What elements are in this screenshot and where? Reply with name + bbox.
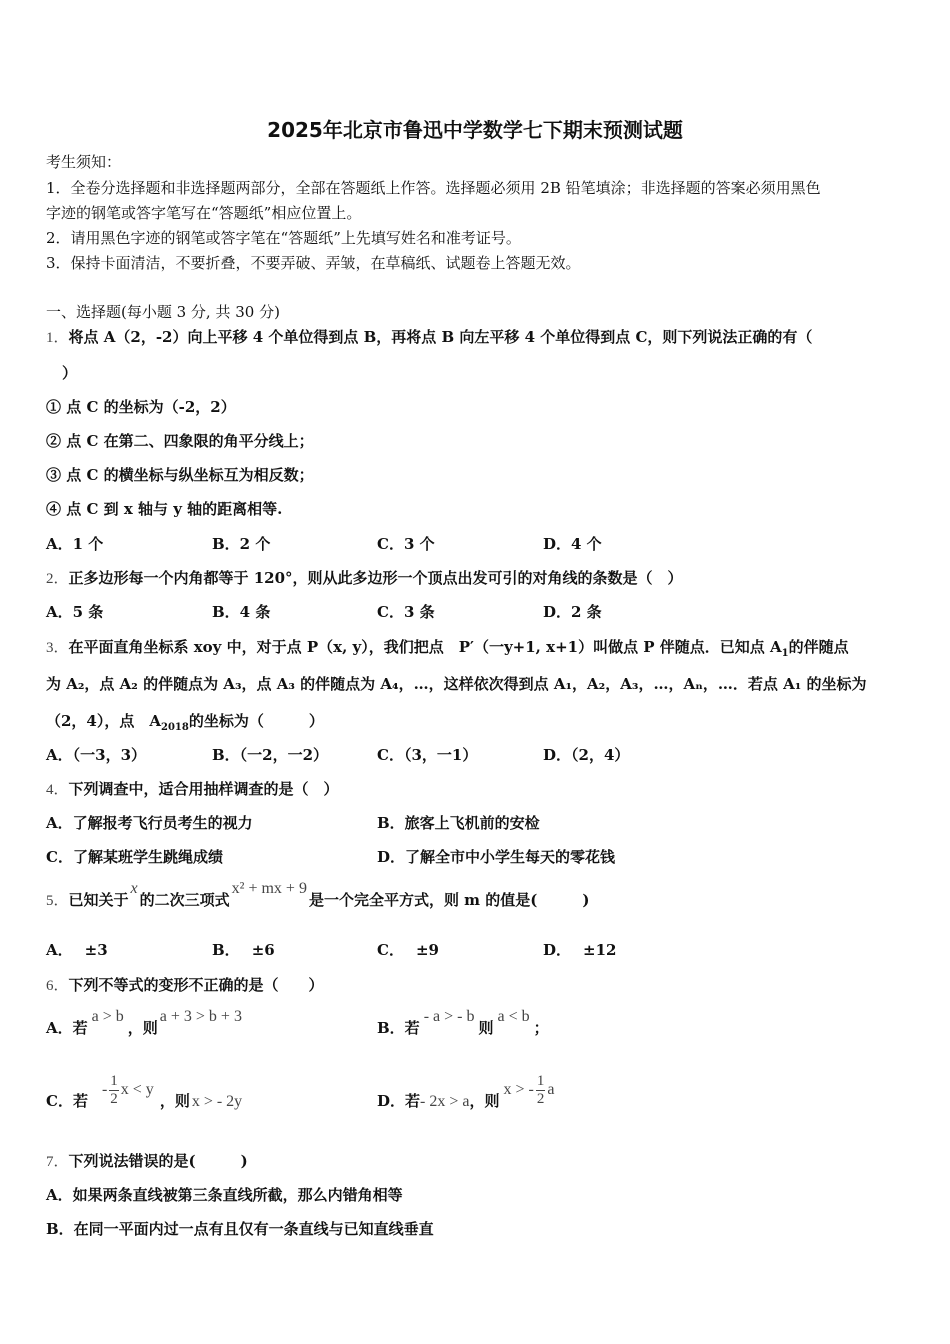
q1-statement-1: ① 点 C 的坐标为（-2，2） — [46, 398, 236, 416]
q3-option-b[interactable]: B．（一2，一2） — [212, 746, 329, 764]
q6-option-b[interactable] — [377, 1008, 549, 1039]
q6-c-minus: - — [101, 1081, 108, 1098]
q6-b-mid: 则 — [478, 1019, 494, 1037]
q6-d-label: D．若 — [377, 1092, 421, 1110]
q5-text-a: 已知关于 — [68, 891, 129, 909]
q6-b-result: a < b — [497, 1008, 530, 1025]
notice-item-2: 2．请用黑色字迹的钢笔或答字笔在“答题纸”上先填写姓名和准考证号。 — [46, 229, 521, 247]
q7-text: 下列说法错误的是( ) — [68, 1152, 248, 1170]
q2-option-b[interactable]: B．4 条 — [212, 603, 271, 621]
q5-option-b-value: ±6 — [251, 941, 275, 959]
q6-a-result: a + 3 > b + 3 — [159, 1008, 242, 1025]
q4-stem — [46, 779, 339, 800]
q2-option-a[interactable]: A．5 条 — [46, 603, 104, 621]
q7-option-a[interactable]: A．如果两条直线被第三条直线所截，那么内错角相等 — [46, 1186, 403, 1204]
q2-stem — [46, 568, 683, 589]
q5-option-c[interactable] — [377, 940, 439, 960]
q1-number: 1． — [46, 330, 69, 346]
q6-b-end: ； — [533, 1019, 549, 1037]
q4-option-b[interactable]: B．旅客上飞机前的安检 — [377, 814, 540, 832]
q2-option-d[interactable]: D．2 条 — [543, 603, 602, 621]
q6-b-label: B．若 — [377, 1019, 420, 1037]
q1-option-a[interactable]: A．1 个 — [46, 535, 104, 553]
q6-option-d[interactable] — [377, 1072, 555, 1120]
notice-item-1a: 1．全卷分选择题和非选择题两部分，全部在答题纸上作答。选择题必须用 2B 铅笔填涂；非选择题的答案必须用黑色 — [46, 179, 821, 197]
page-title: 2025年北京市鲁迅中学数学七下期末预测试题 — [267, 118, 683, 142]
q3-option-c[interactable]: C．（3，一1） — [377, 746, 478, 764]
q4-number: 4． — [46, 782, 69, 798]
q6-a-condition: a > b — [91, 1008, 124, 1025]
q6-c-fraction — [109, 1073, 119, 1108]
q1-option-d[interactable]: D．4 个 — [543, 535, 602, 553]
q3-option-a[interactable]: A．（一3，3） — [46, 746, 147, 764]
q1-stem — [46, 327, 812, 348]
q6-d-fraction — [536, 1073, 546, 1108]
q6-c-numerator: 1 — [110, 1072, 118, 1089]
q1-stem-end: ） — [62, 364, 78, 382]
q6-c-denominator: 2 — [110, 1090, 118, 1107]
q3-line-3 — [46, 711, 324, 738]
q5-option-b-label: B． — [212, 941, 240, 959]
q6-c-result: x > - 2y — [191, 1093, 243, 1110]
q6-d-denominator: 2 — [536, 1090, 545, 1107]
q3-line3-a: （2，4），点 A — [46, 712, 162, 730]
q7-number: 7． — [46, 1154, 69, 1170]
q6-c-condition: x < y — [120, 1081, 154, 1098]
q5-option-a-value: ±3 — [84, 941, 108, 959]
q6-option-a[interactable] — [46, 1008, 244, 1039]
q7-option-b[interactable]: B．在同一平面内过一点有且仅有一条直线与已知直线垂直 — [46, 1220, 434, 1238]
q2-number: 2． — [46, 571, 69, 587]
q6-text: 下列不等式的变形不正确的是（ ） — [68, 976, 324, 994]
q5-var-x: x — [130, 880, 138, 897]
notice-item-1b: 字迹的钢笔或答字笔写在“答题纸”相应位置上。 — [46, 204, 362, 222]
q7-stem — [46, 1151, 248, 1172]
q5-text-b: 的二次三项式 — [139, 891, 230, 909]
q6-d-result-pre: x > - — [503, 1081, 534, 1098]
q5-stem — [46, 880, 590, 911]
q4-option-a[interactable]: A．了解报考飞行员考生的视力 — [46, 814, 253, 832]
q6-d-mid: ，则 — [469, 1092, 500, 1110]
q5-option-d-label: D． — [543, 941, 572, 959]
q6-c-mid: ，则 — [159, 1092, 190, 1110]
q3-sub-2018: 2018 — [161, 722, 189, 733]
q3-line1-tail: 的伴随点 — [788, 638, 849, 656]
q6-d-condition: - 2x > a — [420, 1093, 470, 1110]
q1-statement-3: ③ 点 C 的横坐标与纵坐标互为相反数； — [46, 466, 314, 484]
q2-option-c[interactable]: C．3 条 — [377, 603, 435, 621]
q3-line3-b: 的坐标为（ ） — [188, 712, 324, 730]
q5-option-c-value: ±9 — [415, 941, 439, 959]
q6-number: 6． — [46, 978, 69, 994]
q6-b-condition: - a > - b — [423, 1008, 475, 1025]
q5-expression: x² + mx + 9 — [231, 880, 307, 897]
q3-line-1 — [46, 637, 849, 664]
q5-option-b[interactable] — [212, 940, 275, 960]
q5-text-c: 是一个完全平方式，则 m 的值是( ) — [308, 891, 590, 909]
q4-text: 下列调查中，适合用抽样调查的是（ ） — [68, 780, 339, 798]
q6-c-label: C．若 — [46, 1092, 88, 1110]
q1-option-b[interactable]: B．2 个 — [212, 535, 271, 553]
q6-a-label: A．若 — [46, 1019, 88, 1037]
q2-text: 正多边形每一个内角都等于 120°，则从此多边形一个顶点出发可引的对角线的条数是（ ） — [68, 569, 683, 587]
q3-line1-text: 在平面直角坐标系 xoy 中，对于点 P（x, y），我们把点 P′（一y+1, x+1）叫做点 P 伴随点．已知点 A — [68, 638, 782, 656]
q1-statement-2: ② 点 C 在第二、四象限的角平分线上； — [46, 432, 314, 450]
q5-option-d[interactable] — [543, 940, 616, 960]
notice-heading: 考生须知： — [46, 153, 122, 171]
q6-stem — [46, 975, 324, 996]
q5-option-d-value: ±12 — [583, 941, 617, 959]
q6-option-c[interactable] — [46, 1072, 243, 1120]
q6-d-numerator: 1 — [536, 1072, 545, 1089]
q3-number: 3． — [46, 640, 69, 656]
q6-a-mid: ，则 — [127, 1019, 158, 1037]
q5-number: 5． — [46, 893, 69, 909]
q1-statement-4: ④ 点 C 到 x 轴与 y 轴的距离相等. — [46, 500, 283, 518]
q5-option-a[interactable] — [46, 940, 108, 960]
section-heading: 一、选择题(每小题 3 分, 共 30 分) — [46, 303, 280, 321]
q1-option-c[interactable]: C．3 个 — [377, 535, 435, 553]
q3-sub-1: 1 — [781, 648, 789, 659]
q6-d-result-post: a — [547, 1081, 555, 1098]
q3-line-2: 为 A₂，点 A₂ 的伴随点为 A₃，点 A₃ 的伴随点为 A₄，…，这样依次得到点 A₁，A₂，A₃，…，Aₙ，…．若点 A₁ 的坐标为 — [46, 675, 867, 693]
q1-text: 将点 A（2，-2）向上平移 4 个单位得到点 B，再将点 B 向左平移 4 个单位得到点 C，则下列说法正确的有（ — [68, 328, 813, 346]
notice-item-3: 3．保持卡面清洁，不要折叠，不要弄破、弄皱，在草稿纸、试题卷上答题无效。 — [46, 254, 581, 272]
q5-option-a-label: A． — [46, 941, 73, 959]
q5-option-c-label: C． — [377, 941, 404, 959]
q4-option-c[interactable]: C．了解某班学生跳绳成绩 — [46, 848, 223, 866]
q4-option-d[interactable]: D．了解全市中小学生每天的零花钱 — [377, 848, 616, 866]
q3-option-d[interactable]: D．（2，4） — [543, 746, 630, 764]
